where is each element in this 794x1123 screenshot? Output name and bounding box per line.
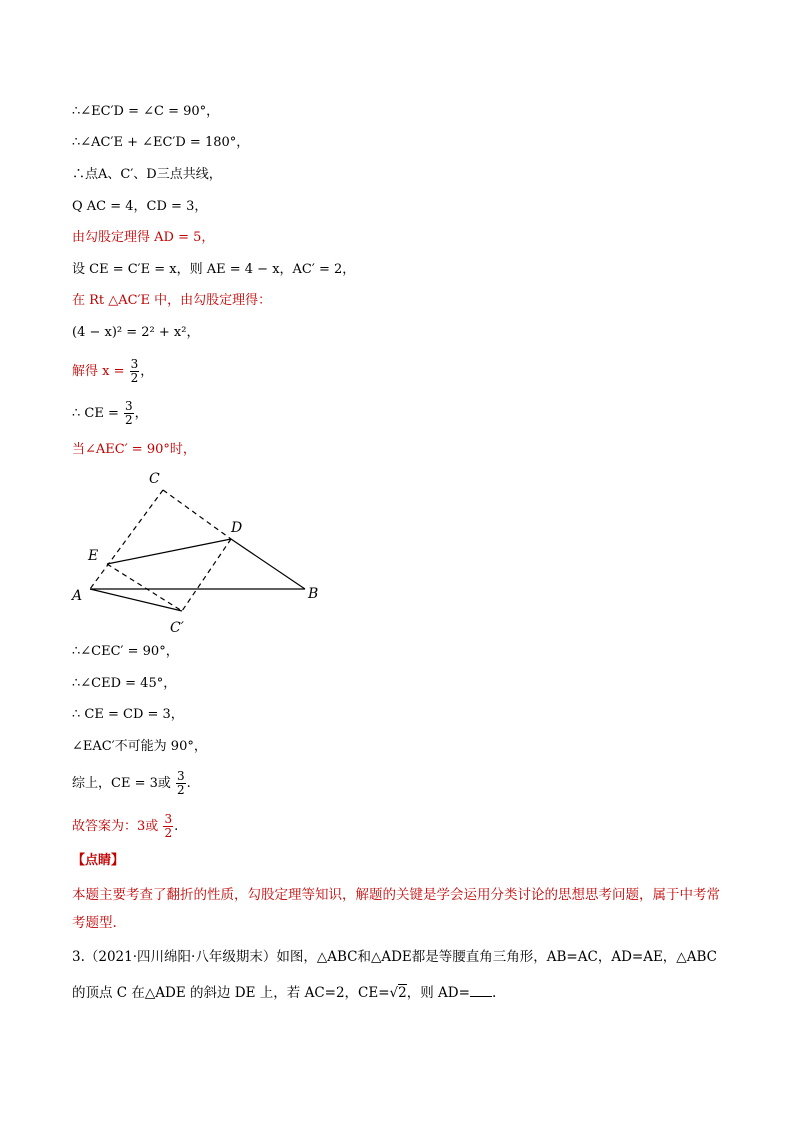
period: . [174, 819, 179, 834]
segment-DB [231, 539, 305, 589]
step-line-7: 在 Rt △AC′E 中，由勾股定理得： [72, 293, 272, 308]
ce-text: ∴ CE = [72, 406, 119, 421]
question-line-2 [72, 982, 496, 1002]
step-line-14: ∴ CE = CD = 3， [72, 707, 184, 722]
step-line-3: ∴点A、C′、D三点共线， [72, 167, 222, 182]
fraction-numerator: 3 [177, 769, 185, 783]
segment-CD-dashed [163, 490, 231, 539]
comma: ， [140, 364, 154, 379]
step-line-9 [72, 358, 153, 385]
fraction-denominator: 2 [177, 783, 185, 797]
fraction [124, 400, 134, 427]
fraction [130, 358, 140, 385]
fraction-numerator: 3 [130, 357, 139, 371]
step-line-10 [72, 400, 148, 427]
period: . [186, 776, 191, 791]
question-end: . [491, 985, 497, 1001]
dianjing-text: 本题主要考查了翻折的性质，勾股定理等知识，解题的关键是学会运用分类讨论的思想思考问题，属于中考常考题型. [72, 887, 720, 931]
question-text: 的顶点 C 在△ADE 的斜边 DE 上，若 AC=2，CE= [72, 985, 390, 1001]
comma: ， [134, 406, 148, 421]
label-C: C [149, 471, 160, 487]
segment-DC-prime-dashed [182, 539, 231, 611]
step-line-8: (4 − x)² = 2² + x²， [72, 325, 200, 340]
summary-text: 综上，CE = 3或 [72, 776, 171, 791]
step-line-15: ∠EAC′不可能为 90°， [72, 739, 207, 754]
answer-blank[interactable] [470, 982, 492, 997]
dianjing-heading: 【点睛】 [72, 853, 125, 868]
geometry-diagram [60, 462, 340, 637]
answer-prefix: 故答案为： [72, 819, 138, 834]
label-B: B [308, 586, 319, 602]
sqrt-expression: √2 [389, 985, 407, 1001]
fraction-denominator: 2 [164, 826, 173, 840]
solve-text: 解得 x = [72, 364, 125, 379]
fraction [163, 813, 173, 840]
label-E: E [88, 548, 99, 564]
step-line-5: 由勾股定理得 AD = 5， [72, 230, 215, 245]
label-C-prime: C′ [170, 620, 184, 636]
sqrt-radicand: 2 [398, 985, 407, 1001]
answer-value: 3或 [137, 819, 159, 834]
fraction-denominator: 2 [125, 413, 133, 427]
step-line-16 [72, 770, 191, 797]
question-line-1: 3.（2021·四川绵阳·八年级期末）如图，△ABC和△ADE都是等腰直角三角形，AB=AC，AD=AE，△ABC [72, 949, 717, 965]
step-line-2: ∴∠AC′E + ∠EC′D = 180°， [72, 135, 250, 150]
segment-ED [107, 539, 231, 564]
segment-CA-dashed [90, 490, 163, 589]
question-text-2: ，则 AD= [406, 985, 470, 1001]
fraction [176, 770, 186, 797]
answer-line [72, 813, 178, 840]
step-line-1: ∴∠EC′D = ∠C = 90°， [72, 104, 220, 119]
step-line-12: ∴∠CEC′ = 90°， [72, 644, 179, 659]
fraction-numerator: 3 [125, 399, 133, 413]
fraction-denominator: 2 [130, 371, 139, 385]
label-A: A [72, 588, 83, 604]
step-line-4: Q AC = 4，CD = 3， [72, 199, 208, 214]
step-line-13: ∴∠CED = 45°， [72, 676, 177, 691]
label-D: D [231, 520, 243, 536]
segment-AC-prime [90, 589, 182, 611]
fraction-numerator: 3 [164, 812, 173, 826]
step-line-6: 设 CE = C′E = x，则 AE = 4 − x，AC′ = 2， [72, 262, 356, 277]
segment-EC-prime-dashed [107, 564, 182, 611]
step-line-11: 当∠AEC′ = 90°时， [72, 442, 196, 457]
